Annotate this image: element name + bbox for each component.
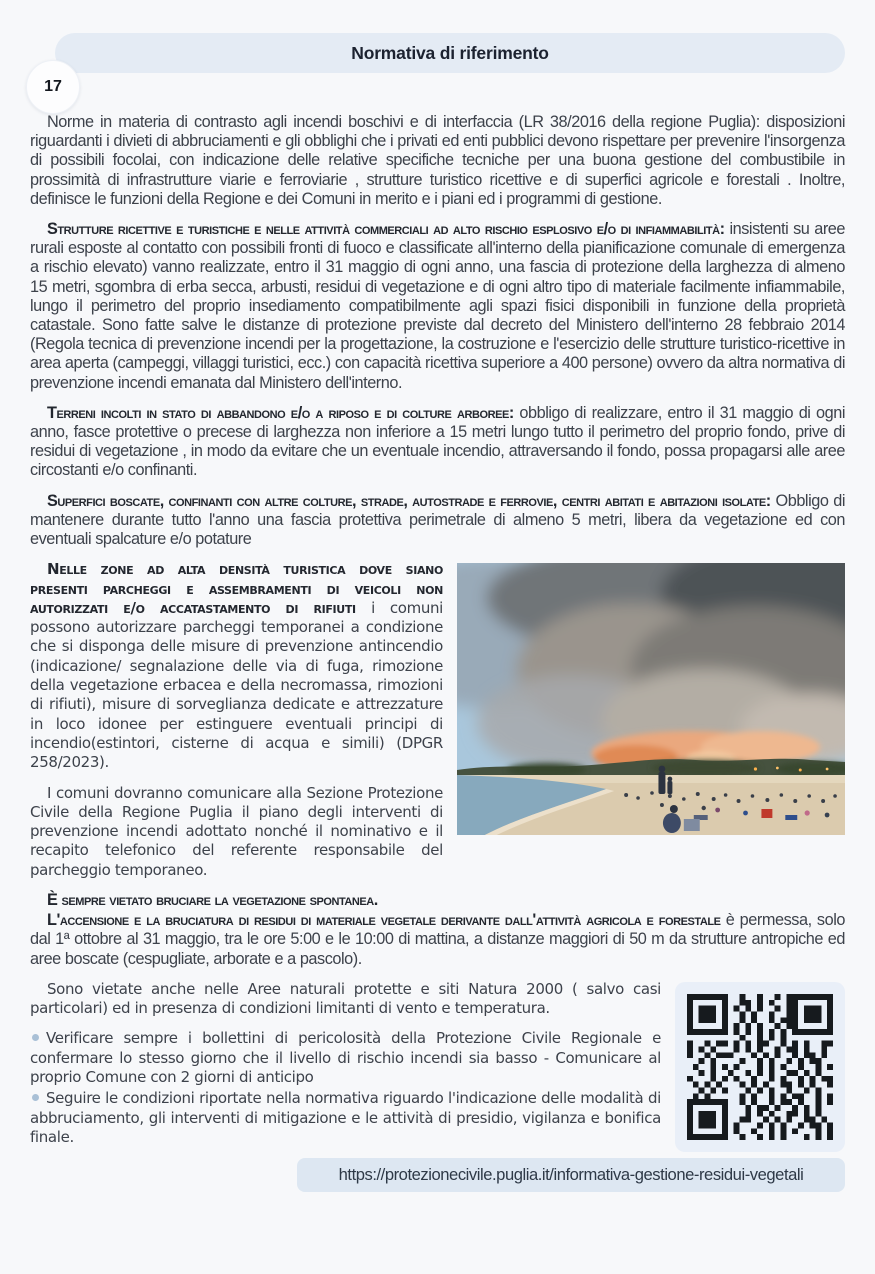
page-title: Normativa di riferimento: [351, 42, 549, 63]
page-header: [0, 33, 875, 95]
qr-code-card: [675, 982, 845, 1152]
qr-code-icon: [687, 994, 833, 1140]
accensione-paragraph: [30, 911, 845, 969]
restrictions-and-qr-section: [30, 980, 845, 1152]
parcheggi-section: [30, 560, 845, 891]
section-superfici-boscate: [30, 492, 845, 550]
section-terreni-body: obbligo di realizzare, entro il 31 maggio di ogni anno, fasce protettive o precese di larghezza non inferiore a 15 metri lungo tutto il perimetro del proprio fondo, prive di residui di vegetazione , in modo da evitare che un eventuale incendio, attraversando il fondo, possa propagarsi alle aree circostanti e/o confinanti.: [30, 403, 846, 480]
section-parcheggi-body: i comuni possono autorizzare parcheggi temporanei a condizione che si disponga delle misure di prevenzione antincendio (indicazione/ segnalazione delle via di fuga, rimozione della vegetazione erbacea e della necromassa, rimozioni di rifiuti), misure di sorveglianza dedicate e attrezzature in loco idonee per estinguere eventuali principi di incendio(estintori, cisterne di acqua e simili) (DPGR 258/2023).: [30, 598, 444, 772]
section-strutture-body: insistenti su aree rurali esposte al contatto con possibili fronti di fuoco e classificate all'interno della pianificazione comunale di emergenza a rischio elevato) vanno realizzate, entro il 31 maggio di ogni anno, una fascia di protezione della larghezza di almeno 15 metri, sgombra di erba secca, arbusti, residui di vegetazione e di ogni altro tipo di materiale facilmente infiammabile, lungo il perimetro del proprio insediamento compatibilmente agli spazi fisici disponibili in funzione della proprietà catastale. Sono fatte salve le distanze di protezione previste dal decreto del Ministero dell'interno 28 febbraio 2014 (Regola tecnica di prevenzione incendi per la progettazione, la costruzione e l'esercizio delle strutture turistico-ricettive in area aperta (campeggi, villaggi turistici, ecc.) con capacità ricettiva superiore a 400 persone) ovvero da altra normativa di prevenzione incendi emanata dal Ministero dell'interno.: [30, 220, 846, 392]
section-superfici-body: Obbligo di mantenere durante tutto l'anno una fascia protettiva perimetrale di almeno 5 metri, libera da vegetazione ed con eventuali spalcature e/o potature: [30, 491, 845, 549]
document-page: [0, 33, 875, 1274]
bullet-item-seguire: Seguire le condizioni riportate nella normativa riguardo l'indicazione delle modalità di abbruciamento, gli interventi di mitigazione e le attività di presidio, vigilanza e bonifica finale.: [30, 1089, 661, 1146]
page-number-badge: 17: [26, 60, 80, 114]
section-strutture-heading: Strutture ricettive e turistiche e nelle attività commerciali ad alto rischio esplosivo e/o di infiammabilità:: [47, 220, 730, 239]
info-link-url[interactable]: https://protezionecivile.puglia.it/informativa-gestione-residui-vegetali: [338, 1164, 804, 1184]
section-header-banner: [55, 33, 845, 73]
intro-paragraph: Norme in materia di contrasto agli incendi boschivi e di interfaccia (LR 38/2016 della regione Puglia): disposizioni riguardanti i divieti di abbruciamenti e gli obblighi che i privati ed enti pubblici devono rispettare per prevenire l'insorgenza di possibili focolai, con indicazione delle relative specifiche tecniche per una buona gestione del combustibile in prossimità di infrastrutture viarie e ferroviarie , strutture turistico ricettive e di superfici agricole e forestali . Inoltre, definisce le funzioni della Regione e dei Comuni in merito e i piani ed i programmi di gestione.: [30, 113, 845, 208]
bullet-icon: [32, 1034, 39, 1041]
divieto-assoluto-line: È sempre vietato bruciare la vegetazione spontanea.: [47, 891, 378, 910]
accensione-heading: L'accensione e la bruciatura di residui di materiale vegetale derivante dall'attività agricola e forestale: [47, 911, 726, 930]
comuni-paragraph: I comuni dovranno comunicare alla Sezione Protezione Civile della Regione Puglia il piano degli interventi di prevenzione incendi adottato nonché il nominativo e il recapito telefonico del referente responsabile del parcheggio temporaneo.: [30, 783, 443, 879]
section-strutture-ricettive: [30, 220, 845, 393]
bullet-item-verificare: Verificare sempre i bollettini di pericolosità della Protezione Civile Regionale e confermare lo stesso giorno che il livello di rischio incendi sia basso - Comunicare al proprio Comune con 2 giorni di anticipo: [30, 1029, 661, 1087]
bullet-icon: [32, 1094, 39, 1101]
beach-wildfire-photo: [457, 563, 845, 835]
page-content: [30, 73, 845, 1192]
info-link-bar[interactable]: [297, 1158, 845, 1192]
section-parcheggi-heading: Nelle zone ad alta densità turistica dove siano presenti parcheggi e assembramenti di veicoli non autorizzati e/o accatastamento di rifiuti: [30, 560, 443, 617]
natura2000-paragraph: Sono vietate anche nelle Aree naturali protette e siti Natura 2000 ( salvo casi particolari) ed in presenza di condizioni limitanti di vento e temperatura.: [30, 979, 661, 1018]
section-terreni-heading: Terreni incolti in stato di abbandono e/o a riposo e di colture arboree:: [47, 403, 520, 422]
section-terreni-incolti: [30, 404, 845, 481]
section-superfici-heading: Superfici boscate, confinanti con altre colture, strade, autostrade e ferrovie, centri abitati e abitazioni isolate:: [47, 491, 776, 510]
accensione-body: è permessa, solo dal 1ª ottobre al 31 maggio, tra le ore 5:00 e le 10:00 di mattina, a distanze maggiori di 50 m da strutture antropiche ed aree boscate (cespugliate, arborate e a pascolo).: [30, 911, 845, 968]
